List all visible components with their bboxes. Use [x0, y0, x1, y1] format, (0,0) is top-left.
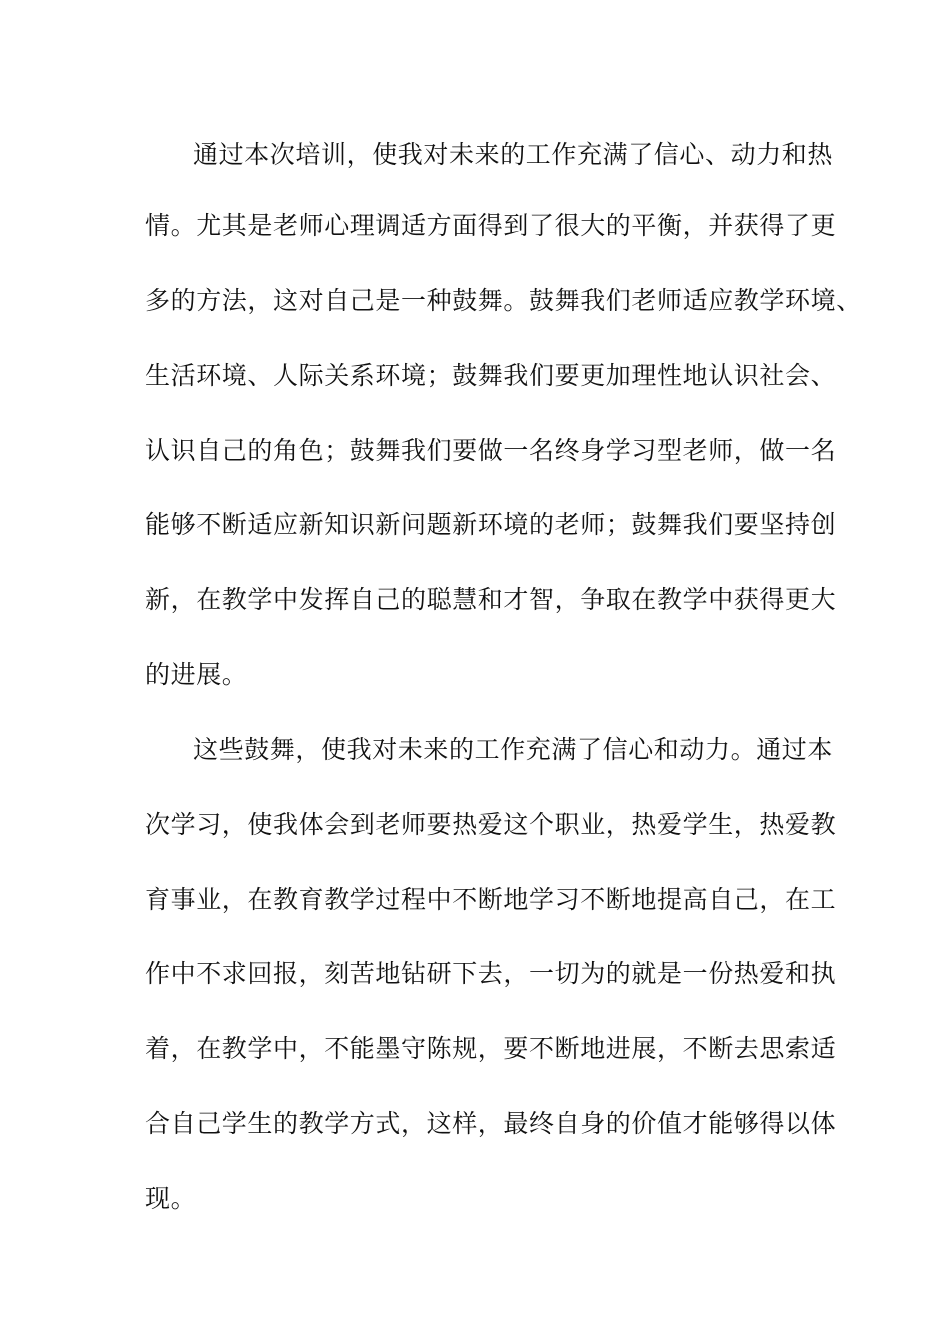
- paragraph-1-line-8: 的进展。: [145, 660, 248, 689]
- paragraph-2-line-6: 合自己学生的教学方式，这样，最终自身的价值才能够得以体: [145, 1109, 837, 1138]
- paragraph-1-line-7: 新，在教学中发挥自己的聪慧和才智，争取在教学中获得更大: [145, 585, 837, 614]
- paragraph-1-line-5: 认识自己的角色；鼓舞我们要做一名终身学习型老师，做一名: [145, 436, 837, 465]
- paragraph-1-line-4: 生活环境、人际关系环境；鼓舞我们要更加理性地认识社会、: [145, 361, 837, 390]
- paragraph-2-line-4: 作中不求回报，刻苦地钻研下去，一切为的就是一份热爱和执: [145, 959, 837, 988]
- paragraph-1-line-6: 能够不断适应新知识新问题新环境的老师；鼓舞我们要坚持创: [145, 510, 837, 539]
- paragraph-1-line-3: 多的方法，这对自己是一种鼓舞。鼓舞我们老师适应教学环境、: [145, 286, 862, 315]
- paragraph-1-line-2: 情。尤其是老师心理调适方面得到了很大的平衡，并获得了更: [145, 211, 837, 240]
- paragraph-2-line-5: 着，在教学中，不能墨守陈规，要不断地进展，不断去思索适: [145, 1034, 837, 1063]
- paragraph-2-line-2: 次学习，使我体会到老师要热爱这个职业，热爱学生，热爱教: [145, 810, 837, 839]
- paragraph-2-line-7: 现。: [145, 1184, 197, 1213]
- paragraph-2-line-1: 这些鼓舞，使我对未来的工作充满了信心和动力。通过本: [193, 735, 834, 764]
- paragraph-1-line-1: 通过本次培训，使我对未来的工作充满了信心、动力和热: [193, 140, 834, 169]
- paragraph-2-line-3: 育事业，在教育教学过程中不断地学习不断地提高自己，在工: [145, 885, 837, 914]
